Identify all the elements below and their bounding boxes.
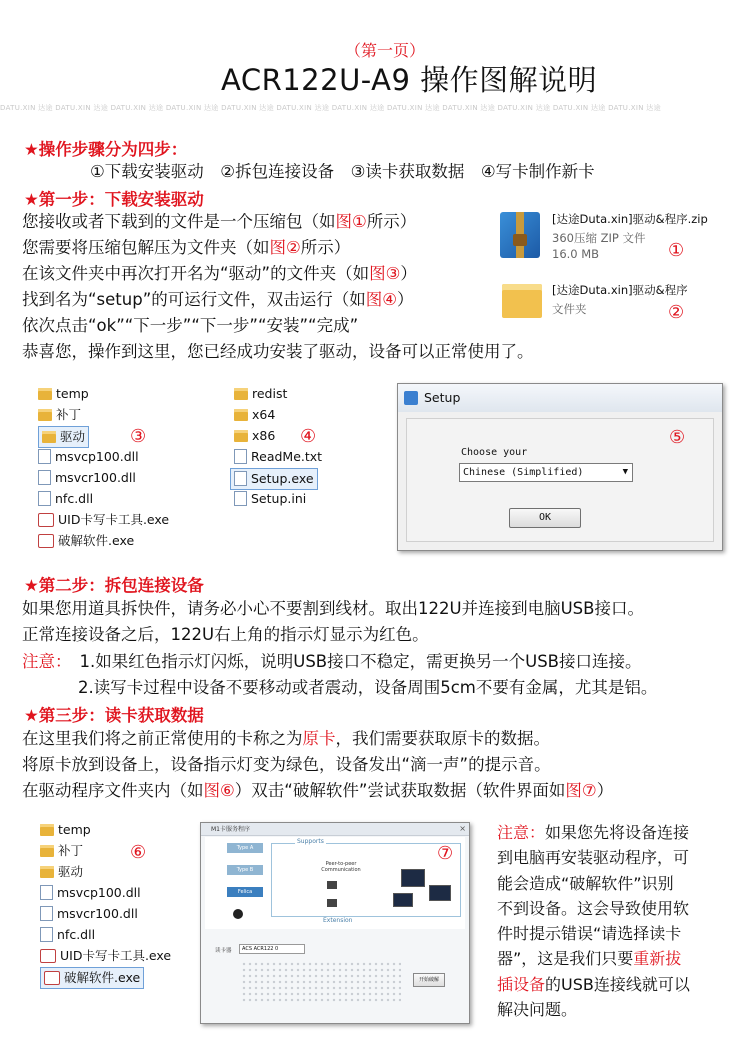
dll-file-icon bbox=[40, 906, 53, 921]
explorer-2 bbox=[40, 820, 200, 990]
file-item-selected[interactable]: 破解软件.exe bbox=[40, 967, 144, 989]
file-item[interactable]: 补丁 bbox=[38, 405, 81, 425]
close-icon[interactable]: × bbox=[459, 824, 466, 833]
step3-line1: 在这里我们将之前正常使用的卡称之为原卡，我们需要获取原卡的数据。 bbox=[22, 729, 550, 748]
diagram-frame bbox=[271, 843, 461, 917]
note-box bbox=[497, 820, 737, 1022]
step2-note2: 2.读写卡过程中设备不要移动或者震动，设备周围5cm不要有金属，尤其是铝。 bbox=[78, 678, 658, 697]
file-item[interactable]: nfc.dll bbox=[38, 489, 93, 509]
setup-app-icon bbox=[404, 391, 418, 405]
note-line: 解决问题。 bbox=[497, 1000, 578, 1020]
setup-exe-icon bbox=[234, 471, 247, 486]
type-a-box: Type A bbox=[227, 843, 263, 853]
folder-icon bbox=[40, 866, 54, 878]
file-item[interactable]: msvcr100.dll bbox=[38, 468, 136, 488]
choose-label: Choose your bbox=[461, 447, 528, 458]
watermark-text: DATU.XIN 达途 DATU.XIN 达途 DATU.XIN 达途 DATU.XIN 达途 DATU.XIN 达途 DATU.XIN 达途 DATU.XIN 达途 DATU.XIN 达途 DATU.XIN 达途 DATU.XIN 达途 DATU.XIN 达途 DATU.XIN 达途 bbox=[0, 104, 661, 112]
note-line: 注意：如果您先将设备连接 bbox=[497, 823, 690, 842]
marker-4: ④ bbox=[300, 426, 317, 447]
sector-grid bbox=[241, 961, 401, 1003]
zip-file-name: [达途Duta.xin]驱动&程序.zip bbox=[552, 212, 708, 226]
step2-heading: ★第二步：拆包连接设备 bbox=[24, 576, 204, 595]
step1-line1: 您接收或者下载到的文件是一个压缩包（如图①所示） bbox=[22, 212, 417, 231]
p2p-label: Peer-to-peer Communication bbox=[321, 861, 361, 873]
folder-icon bbox=[234, 409, 248, 421]
step1-line5: 依次点击“ok”“下一步”“下一步”“安装”“完成” bbox=[22, 316, 359, 335]
setup-dialog bbox=[397, 383, 723, 551]
file-item-selected[interactable]: 驱动 bbox=[38, 426, 89, 448]
note-line: 能会造成“破解软件”识别 bbox=[497, 873, 674, 893]
page-title: ACR122U-A9 操作图解说明 bbox=[221, 63, 598, 97]
step1-line4: 找到名为“setup”的可运行文件，双击运行（如图④） bbox=[22, 290, 414, 309]
step3-line2: 将原卡放到设备上，设备指示灯变为绿色，设备发出“滴一声”的提示音。 bbox=[22, 755, 551, 774]
folder-icon bbox=[234, 388, 248, 400]
file-item[interactable]: UID卡写卡工具.exe bbox=[38, 510, 169, 530]
zip-file-size: 16.0 MB bbox=[552, 247, 600, 261]
file-item[interactable]: temp bbox=[40, 820, 91, 840]
card-icon bbox=[233, 909, 243, 919]
file-item[interactable]: msvcp100.dll bbox=[40, 883, 141, 903]
file-item[interactable]: temp bbox=[38, 384, 89, 404]
device-icon bbox=[327, 881, 337, 889]
file-item[interactable]: 驱动 bbox=[40, 862, 83, 882]
folder-icon bbox=[38, 409, 52, 421]
step1-line2: 您需要将压缩包解压为文件夹（如图②所示） bbox=[22, 238, 351, 257]
step1-heading: ★第一步：下载安装驱动 bbox=[24, 190, 204, 209]
app-titlebar bbox=[201, 823, 469, 836]
start-crack-button[interactable]: 开始破解 bbox=[413, 973, 445, 987]
page-label: （第一页） bbox=[345, 41, 426, 60]
dll-file-icon bbox=[38, 491, 51, 506]
computer-icon bbox=[429, 885, 451, 901]
marker-1: ① bbox=[668, 240, 685, 261]
felica-box: Felica bbox=[227, 887, 263, 897]
file-item[interactable]: 补丁 bbox=[40, 841, 83, 861]
folder-type: 文件夹 bbox=[552, 302, 587, 316]
step3-heading: ★第三步：读卡获取数据 bbox=[24, 706, 204, 725]
folder-icon bbox=[38, 388, 52, 400]
file-item[interactable]: x86 bbox=[234, 426, 275, 446]
zip-archive-icon bbox=[500, 212, 540, 258]
marker-3: ③ bbox=[130, 426, 147, 447]
note-line: 到电脑再安装驱动程序，可 bbox=[497, 848, 690, 868]
file-item[interactable]: ReadMe.txt bbox=[234, 447, 322, 467]
computer-icon bbox=[393, 893, 413, 907]
step2-note1: 注意： 1.如果红色指示灯闪烁，说明USB接口不稳定，需更换另一个USB接口连接。 bbox=[22, 652, 642, 671]
marker-5: ⑤ bbox=[669, 427, 686, 448]
folder-name: [达途Duta.xin]驱动&程序 bbox=[552, 283, 688, 297]
folder-icon bbox=[42, 431, 56, 443]
exe-file-icon bbox=[38, 513, 54, 527]
note-line: 不到设备。这会导致使用软 bbox=[497, 898, 690, 918]
file-item[interactable]: redist bbox=[234, 384, 287, 404]
app-title: M1卡服务程序 bbox=[211, 826, 250, 833]
setup-body bbox=[406, 418, 714, 542]
file-item[interactable]: 破解软件.exe bbox=[38, 531, 134, 551]
step1-line3: 在该文件夹中再次打开名为“驱动”的文件夹（如图③） bbox=[22, 264, 417, 283]
file-item[interactable]: msvcp100.dll bbox=[38, 447, 139, 467]
step3-line3: 在驱动程序文件夹内（如图⑥）双击“破解软件”尝试获取数据（软件界面如图⑦） bbox=[22, 781, 614, 800]
reader-select[interactable] bbox=[239, 944, 305, 954]
zip-file-tile[interactable] bbox=[498, 208, 728, 264]
supports-label: Supports bbox=[297, 838, 324, 845]
language-select[interactable] bbox=[459, 463, 633, 482]
folder-icon bbox=[40, 824, 54, 836]
crack-app-window bbox=[200, 822, 470, 1024]
nfc-diagram bbox=[205, 837, 465, 929]
overview-steps: ①下载安装驱动 ②拆包连接设备 ③读卡获取数据 ④写卡制作新卡 bbox=[90, 162, 595, 181]
dll-file-icon bbox=[40, 927, 53, 942]
note-line: 件时提示错误“请选择读卡 bbox=[497, 924, 682, 944]
step2-line2: 正常连接设备之后，122U右上角的指示灯显示为红色。 bbox=[22, 625, 429, 644]
file-item[interactable]: msvcr100.dll bbox=[40, 904, 138, 924]
ini-file-icon bbox=[234, 491, 247, 506]
overview-heading: ★操作步骤分为四步： bbox=[24, 140, 188, 159]
file-item[interactable]: UID卡写卡工具.exe bbox=[40, 946, 171, 966]
file-item[interactable]: nfc.dll bbox=[40, 925, 95, 945]
marker-6: ⑥ bbox=[130, 842, 147, 863]
dll-file-icon bbox=[38, 449, 51, 464]
marker-7: ⑦ bbox=[437, 843, 454, 864]
zip-file-type: 360压缩 ZIP 文件 bbox=[552, 231, 646, 245]
exe-file-icon bbox=[38, 534, 54, 548]
folder-tile[interactable] bbox=[498, 276, 728, 326]
language-select-value: Chinese (Simplified) bbox=[463, 467, 584, 478]
setup-title: Setup bbox=[424, 390, 461, 405]
type-b-box: Type B bbox=[227, 865, 263, 875]
file-item[interactable]: Setup.ini bbox=[234, 489, 306, 509]
dll-file-icon bbox=[38, 470, 51, 485]
computer-icon bbox=[401, 869, 425, 887]
exe-file-icon bbox=[44, 971, 60, 985]
folder-icon bbox=[234, 430, 248, 442]
extension-label: Extension bbox=[323, 917, 353, 924]
step2-line1: 如果您用道具拆快件，请务必小心不要割到线材。取出122U并连接到电脑USB接口。 bbox=[22, 599, 644, 618]
setup-titlebar bbox=[398, 384, 722, 412]
note-line: 插设备的USB连接线就可以 bbox=[497, 974, 690, 994]
reader-label: 读卡器 bbox=[215, 948, 232, 954]
dll-file-icon bbox=[40, 885, 53, 900]
marker-2: ② bbox=[668, 302, 685, 323]
reader-select-value: ACS ACR122 0 bbox=[242, 946, 279, 952]
ok-button[interactable]: OK bbox=[509, 508, 581, 528]
step1-line6: 恭喜您，操作到这里，您已经成功安装了驱动，设备可以正常使用了。 bbox=[22, 342, 534, 361]
file-item[interactable]: x64 bbox=[234, 405, 275, 425]
exe-file-icon bbox=[40, 949, 56, 963]
device-icon bbox=[327, 899, 337, 907]
folder-icon bbox=[40, 845, 54, 857]
explorer-1 bbox=[38, 384, 378, 554]
note-line: 器”，这是我们只要重新拔 bbox=[497, 949, 682, 969]
folder-icon bbox=[502, 284, 542, 318]
file-item-selected[interactable]: Setup.exe bbox=[230, 468, 318, 490]
chevron-down-icon: ▼ bbox=[622, 467, 628, 477]
text-file-icon bbox=[234, 449, 247, 464]
